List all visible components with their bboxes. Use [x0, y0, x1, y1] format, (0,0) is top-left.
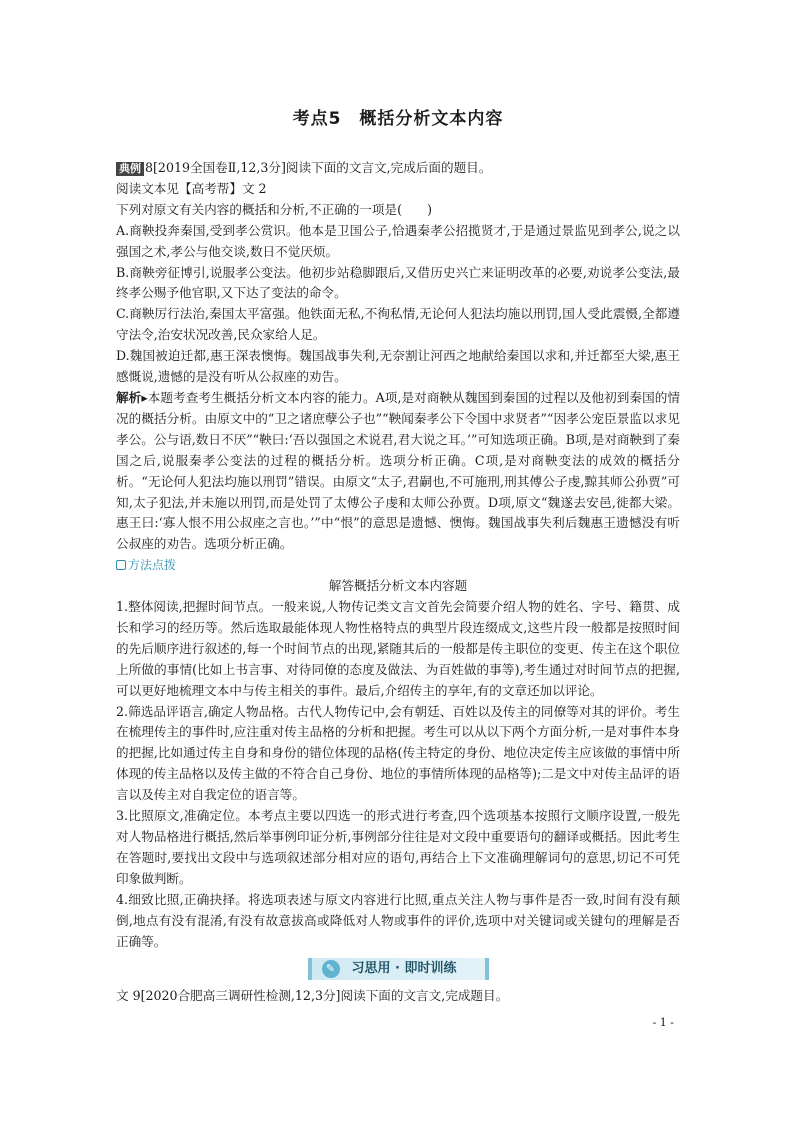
analysis-label: 解析 [116, 389, 142, 405]
pen-icon [116, 560, 126, 570]
analysis-paragraph [116, 388, 680, 555]
example-tag: 典例 [116, 162, 144, 176]
banner-text: 习思用 · 即时训练 [351, 961, 457, 977]
leaf-icon: ✎ [322, 960, 340, 978]
method-heading: 解答概括分析文本内容题 [328, 578, 468, 594]
practice-banner [308, 958, 489, 980]
question-stem: 下列对原文有关内容的概括和分析,不正确的一项是( ) [116, 201, 433, 217]
method-point-2: 2.筛选品评语言,确定人物品格。古代人物传记中,会有朝廷、百姓以及传主的同僚等对其的评价。考生在梳理传主的事件时,应注重对传主品格的分析和把握。考生可以从以下两个方面分析,一是对事件本身的把握,比如通过传主自身和身份的错位体现的品格(传主特定的身份、地位决定传主应该做的事情中所体现的传主品格以及传主做的不符合自己身份、地位的事情所体现的品格等);二是文中对传主品评的语言以及传主对自我定位的语言等。 [116, 703, 680, 803]
body-text [116, 158, 680, 1007]
method-label: 方法点拨 [116, 558, 176, 572]
method-label-line [116, 555, 680, 576]
example-source: 8[2019全国卷Ⅱ,12,3分]阅读下面的文言文,完成后面的题目。 [145, 160, 492, 175]
practice-banner-wrap [116, 958, 680, 980]
option-a: A.商鞅投奔秦国,受到孝公赏识。他本是卫国公子,恰遇秦孝公招揽贤才,于是通过景监见到孝公,说之以强国之术,孝公与他交谈,数日不觉厌烦。 [116, 222, 680, 259]
option-b: B.商鞅旁征博引,说服孝公变法。他初步站稳脚跟后,又借历史兴亡来证明改革的必要,劝说孝公变法,最终孝公赐予他官职,又下达了变法的命令。 [116, 264, 680, 301]
option-d: D.魏国被迫迁都,惠王深表懊悔。魏国战事失利,无奈割让河西之地献给秦国以求和,并迁都至大梁,惠王感慨说,遗憾的是没有听从公叔座的劝告。 [116, 348, 680, 385]
analysis-text: ▸本题考查考生概括分析文本内容的能力。A项,是对商鞅从魏国到秦国的过程以及他初到秦国的情况的概括分析。由原文中的“卫之诸庶孽公子也”“鞅闻秦孝公下令国中求贤者”“因孝公宠臣景监以求见孝公。公与语,数日不厌”“鞅曰:‘吾以强国之术说君,君大说之耳。’”可知选项正确。B项,是对商鞅到了秦国之后,说服秦孝公变法的过程的概括分析。选项分析正确。C项,是对商鞅变法的成效的概括分析。“无论何人犯法均施以刑罚”错误。由原文“太子,君嗣也,不可施刑,刑其傅公子虔,黥其师公孙贾”可知,太子犯法,并未施以刑罚,而是处罚了太傅公子虔和太师公孙贾。D项,原文“魏遂去安邑,徙都大梁。惠王曰:‘寡人恨不用公叔座之言也。’”中“恨”的意思是遗憾、懊悔。魏国战事失利后魏惠王遗憾没有听公叔座的劝告。选项分析正确。 [116, 389, 681, 552]
text-reference: 阅读文本见【高考帮】文 2 [116, 180, 267, 196]
page-number: - 1 - [652, 1016, 674, 1029]
exercise-line: 文 9[2020合肥高三调研性检测,12,3分]阅读下面的文言文,完成题目。 [116, 988, 509, 1004]
method-point-3: 3.比照原文,准确定位。本考点主要以四选一的形式进行考查,四个选项基本按照行文顺序设置,一般先对人物品格进行概括,然后举事例印证分析,事例部分往往是对文段中重要语句的翻译或概括。因此考生在答题时,要找出文段中与选项叙述部分相对应的语句,再结合上下文准确理解词句的意思,切记不可凭印象做判断。 [116, 808, 680, 886]
method-point-1: 1.整体阅读,把握时间节点。一般来说,人物传记类文言文首先会简要介绍人物的姓名、字号、籍贯、成长和学习的经历等。然后选取最能体现人物性格特点的典型片段连缀成文,这些片段一般都是按照时间的先后顺序进行叙述的,每一个时间节点的出现,紧随其后的一般都是传主职位的变更、传主在这个职位上所做的事情(比如上书言事、对待同僚的态度及做法、为百姓做的事等),考生通过对时间节点的把握,可以更好地梳理文本中与传主相关的事件。最后,介绍传主的享年,有的文章还加以评论。 [116, 599, 680, 698]
example-line [116, 158, 680, 179]
option-c: C.商鞅厉行法治,秦国太平富强。他铁面无私,不徇私情,无论何人犯法均施以刑罚,国人受此震慑,全都遵守法令,治安状况改善,民众家给人足。 [116, 306, 680, 343]
page-title: 考点5 概括分析文本内容 [292, 109, 504, 129]
method-point-4: 4.细致比照,正确抉择。将选项表述与原文内容进行比照,重点关注人物与事件是否一致,时间有没有颠倒,地点有没有混淆,有没有故意拔高或降低对人物或事件的评价,选项中对关键词或关键句的理解是否正确等。 [116, 891, 680, 949]
